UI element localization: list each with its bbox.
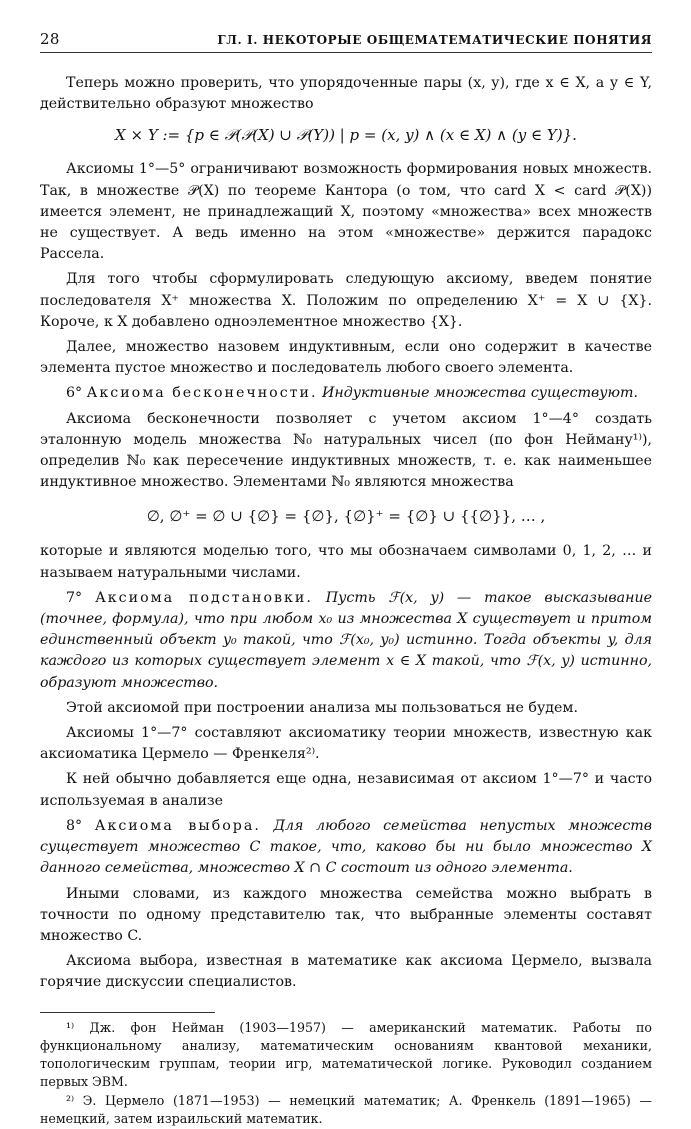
paragraph: К ней обычно добавляется еще одна, независимая от аксиом 1°—7° и часто используемая в анализе — [40, 771, 652, 809]
axiom-number: 6° — [66, 385, 83, 402]
paragraph: Далее, множество назовем индуктивным, если оно содержит в качестве элемента пустое множество и последователь любого своего элемента. — [40, 339, 652, 377]
axiom-statement: Для любого семейства непустых множеств существует множество C такое, что, каково бы ни было множество X данного семейства, множество X ∩ C состоит из одного элемента. — [40, 817, 652, 877]
axiom-number: 7° — [66, 589, 83, 606]
footnote-1: ¹⁾ Дж. фон Нейман (1903—1957) — американский математик. Работы по функциональному анализу, математическим основаниям квантовой механики, топологическим группам, теории игр, математической логике. Руководил созданием первых ЭВМ. — [40, 1019, 652, 1089]
axiom-6 — [40, 383, 652, 404]
paragraph: которые и являются моделью того, что мы обозначаем символами 0, 1, 2, … и называем натуральными числами. — [40, 543, 652, 581]
axiom-statement: Индуктивные множества существуют. — [322, 385, 638, 402]
book-page — [40, 30, 652, 1129]
formula-natural-numbers: ∅, ∅⁺ = ∅ ∪ {∅} = {∅}, {∅}⁺ = {∅} ∪ {{∅}}, … , — [146, 507, 546, 526]
paragraph: Для того чтобы сформулировать следующую аксиому, введем понятие последователя X⁺ множества X. Положим по определению X⁺ = X ∪ {X}. Короче, к X добавлено одноэлементное множество {X}. — [40, 271, 652, 330]
axiom-number: 8° — [66, 817, 83, 834]
axiom-8 — [40, 816, 652, 880]
page-body — [40, 73, 652, 994]
footnotes — [40, 1019, 652, 1128]
axiom-title: Аксиома бесконечности. — [86, 385, 318, 402]
page-number: 28 — [40, 30, 60, 48]
formula-cartesian-product: X × Y := {p ∈ 𝒫(𝒫(X) ∪ 𝒫(Y)) | p = (x, y) ∧ (x ∈ X) ∧ (y ∈ Y)}. — [115, 126, 577, 145]
footnote-2: ²⁾ Э. Цермело (1871—1953) — немецкий математик; А. Френкель (1891—1965) — немецкий, затем израильский математик. — [40, 1092, 652, 1126]
axiom-statement: Пусть ℱ(x, y) — такое высказывание (точнее, формула), что при любом x₀ из множества X существует и притом единственный объект y₀ такой, что ℱ(x₀, y₀) истинно. Тогда объекты y, для каждого из которых существует элемент x ∈ X такой, что ℱ(x, y) истинно, образуют множество. — [40, 589, 652, 691]
axiom-title: Аксиома подстановки. — [95, 589, 313, 606]
paragraph: Аксиома бесконечности позволяет с учетом аксиом 1°—4° создать эталонную модель множества ℕ₀ натуральных чисел (по фон Нейману¹⁾), определив ℕ₀ как пересечение индуктивных множеств, т. е. как наименьшее индуктивное множество. Элементами ℕ₀ являются множества — [40, 410, 652, 491]
paragraph: Этой аксиомой при построении анализа мы пользоваться не будем. — [66, 699, 578, 716]
paragraph: Аксиомы 1°—5° ограничивают возможность формирования новых множеств. Так, в множестве 𝒫(X) по теореме Кантора (о том, что card X < card 𝒫(X)) имеется элемент, не принадлежащий X, поэтому «множества» всех множеств не существует. А ведь именно на этом «множестве» держится парадокс Рассела. — [40, 161, 652, 263]
footnote-divider — [40, 1012, 215, 1013]
axiom-title: Аксиома выбора. — [94, 817, 261, 834]
paragraph: Иными словами, из каждого множества семейства можно выбрать в точности по одному представителю так, что выбранные элементы составят множество C. — [40, 885, 652, 944]
running-title: ГЛ. I. НЕКОТОРЫЕ ОБЩЕМАТЕМАТИЧЕСКИЕ ПОНЯТИЯ — [217, 33, 652, 47]
axiom-7 — [40, 588, 652, 694]
paragraph: Аксиомы 1°—7° составляют аксиоматику теории множеств, известную как аксиоматика Цермело — Френкеля²⁾. — [40, 725, 652, 763]
page-header — [40, 30, 652, 53]
paragraph: Аксиома выбора, известная в математике как аксиома Цермело, вызвала горячие дискуссии специалистов. — [40, 953, 652, 991]
paragraph: Теперь можно проверить, что упорядоченные пары (x, y), где x ∈ X, а y ∈ Y, действительно образуют множество — [40, 75, 652, 113]
